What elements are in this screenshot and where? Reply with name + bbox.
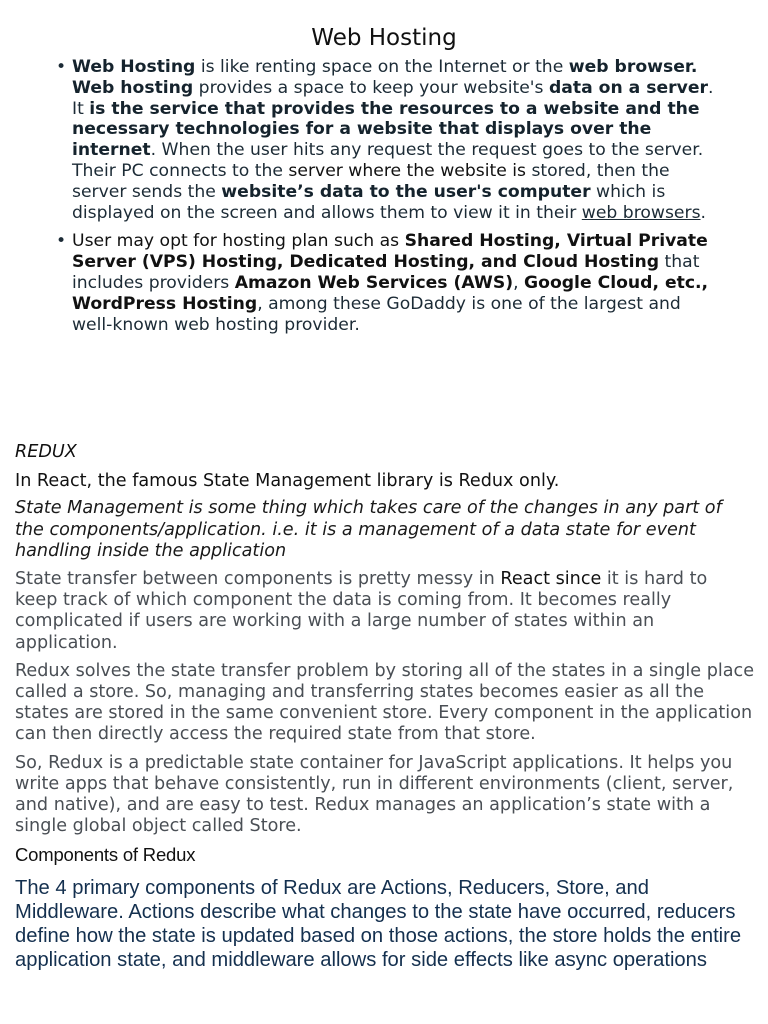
redux-predictable-paragraph: So, Redux is a predictable state container for JavaScript applications. It helps you write apps that behave consistently, run in different environments (client, server, and native), and are easy to test. Redux manages an application’s state with a single global object called Store. (15, 752, 734, 837)
bullet-text: User may opt for hosting plan such as (72, 231, 405, 252)
bullet-marker: • (56, 231, 67, 252)
redux-components-paragraph: The 4 primary components of Redux are Actions, Reducers, Store, and Middleware. Actions describe what changes to the state have occurred, reducers define how the state is updated based on those actions, the store holds the entire application state, and middleware allows for side effects like async operations (15, 876, 742, 972)
page-title: Web Hosting (311, 25, 457, 51)
react-since-text: React since (500, 569, 602, 590)
bullet-text: . When the user hits any request the request goes to the server. Their PC connects to the (72, 140, 704, 181)
bullet-text: that includes providers (72, 252, 700, 293)
state-management-definition: State Management is some thing which takes care of the changes in any part of the components/application. i.e. it is a management of a data state for event handling inside the application (15, 498, 722, 561)
bullet-text: , (513, 272, 525, 293)
redux-section (15, 442, 755, 972)
bullet-text: . It (72, 77, 714, 119)
term-data-on-server: data on a server (548, 77, 708, 98)
term-hosting-plans: Shared Hosting, Virtual Private Server (VPS) Hosting, Dedicated Hosting, and Cloud Hosting (72, 231, 708, 273)
web-hosting-definition-bullet (56, 57, 716, 223)
state-transfer-paragraph (15, 569, 755, 654)
bullet-text: stored, then the server sends the (72, 160, 670, 202)
term-google-cloud: Google Cloud, etc., WordPress Hosting (72, 272, 709, 314)
paragraph-text: State transfer between components is pretty messy in (15, 569, 501, 590)
bullet-text: server where the website is (288, 160, 526, 181)
bullet-text: . (700, 202, 706, 223)
bullet-text: is like renting space on the Internet or the (195, 57, 569, 77)
components-of-redux-heading: Components of Redux (15, 844, 196, 866)
term-aws: Amazon Web Services (AWS) (234, 272, 514, 293)
bullet-marker: • (56, 57, 67, 77)
redux-intro: In React, the famous State Management library is Redux only. (15, 471, 560, 492)
term-website-data: website’s data to the user's computer (221, 181, 591, 202)
redux-store-paragraph: Redux solves the state transfer problem by storing all of the states in a single place called a store. So, managing and transferring states becomes easier as all the states are stored in the same convenient store. Every component in the application can then directly access the required state from that store. (15, 660, 755, 745)
bullet-text: which is displayed on the screen and allows them to view it in their (72, 181, 666, 223)
bullet-text: provides a space to keep your website's (193, 77, 549, 98)
term-service-definition: is the service that provides the resources to a website and the necessary technologies for a website that displays over the internet (72, 98, 700, 161)
hosting-plans-bullet (56, 231, 716, 335)
term-web-browser: web browser. Web hosting (72, 57, 698, 98)
web-browsers-link[interactable]: web browsers (581, 202, 701, 223)
paragraph-text: it is hard to keep track of which component the data is coming from. It becomes really complicated if users are working with a large number of states within an application. (15, 569, 708, 653)
term-web-hosting: Web Hosting (72, 57, 196, 77)
redux-heading: REDUX (15, 442, 77, 462)
bullet-text: , among these GoDaddy is one of the largest and well-known web hosting provider. (72, 293, 681, 335)
web-hosting-bullet-list (56, 57, 716, 343)
